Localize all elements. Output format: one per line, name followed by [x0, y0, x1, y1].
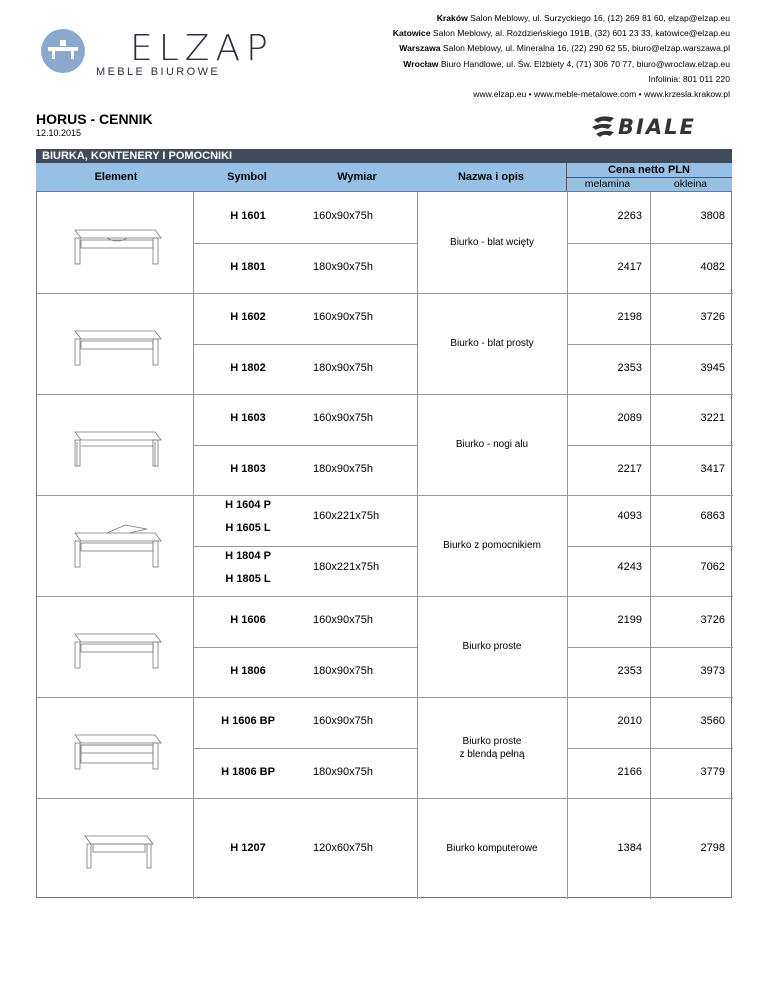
desk-drawing-icon	[67, 824, 167, 874]
address-text: Salon Meblowy, ul. Surzyckiego 16, (12) 269 81 60, elzap@elzap.eu	[467, 13, 730, 23]
symbol-cell: H 1802	[230, 361, 266, 374]
col-symbol: Symbol	[227, 171, 267, 183]
address-text: www.elzap.eu • www.meble-metalowe.com • www.krzesla.krakow.pl	[473, 89, 730, 100]
address-text: Infolinia: 801 011 220	[648, 73, 730, 84]
desk-drawing-icon	[67, 420, 167, 470]
row-divider	[193, 748, 417, 749]
price-okleina-cell: 3726	[700, 311, 725, 324]
symbol-cell: H 1801	[230, 260, 266, 273]
dimension-cell: 180x90x75h	[313, 765, 373, 778]
col-price: Cena netto PLN	[608, 164, 690, 176]
address-city: Katowice	[392, 28, 431, 39]
price-okleina-cell: 3560	[700, 715, 725, 728]
symbol-cell: H 1805 L	[225, 572, 271, 585]
product-description: Biurko - nogi alu	[455, 438, 529, 450]
price-okleina-cell: 6863	[700, 510, 725, 522]
group-divider	[37, 798, 733, 799]
col-okleina: okleina	[673, 178, 708, 190]
price-melamina-cell: 2417	[617, 260, 642, 273]
dimension-cell: 180x90x75h	[313, 260, 373, 273]
symbol-cell: H 1606	[230, 614, 266, 627]
address-line	[270, 57, 730, 72]
price-melamina-cell: 4093	[617, 510, 642, 522]
price-okleina-cell: 3945	[700, 361, 725, 374]
row-divider	[193, 445, 417, 446]
contact-address-block	[270, 11, 730, 102]
logo-word: ELZAP	[130, 28, 274, 69]
page-date: 12.10.2015	[36, 128, 82, 138]
symbol-cell: H 1602	[230, 311, 266, 324]
group-divider	[37, 293, 733, 294]
biale-wordmark: BIALE	[618, 115, 696, 138]
product-image	[67, 420, 167, 475]
product-description: Biurko - blat wcięty	[450, 236, 534, 248]
symbol-cell: H 1803	[230, 462, 266, 475]
symbol-cell: H 1804 P	[225, 549, 271, 562]
address-line	[270, 72, 730, 87]
desk-drawing-icon	[67, 723, 167, 773]
symbol-cell: H 1806	[230, 664, 266, 677]
group-divider	[37, 495, 733, 496]
price-melamina-cell: 2353	[617, 664, 642, 677]
price-okleina-cell: 3417	[700, 462, 725, 475]
price-okleina-cell: 3973	[700, 664, 725, 677]
dimension-cell: 180x90x75h	[313, 664, 373, 677]
dimension-cell: 160x90x75h	[313, 715, 373, 728]
product-image	[67, 622, 167, 677]
symbol-cell: H 1601	[230, 210, 266, 223]
price-okleina-cell: 3808	[700, 210, 725, 223]
dimension-cell: 180x90x75h	[313, 361, 373, 374]
price-melamina-cell: 2263	[617, 210, 642, 223]
product-description: Biurko z pomocnikiem	[443, 539, 541, 551]
address-city: Kraków	[436, 13, 468, 23]
col-dimension: Wymiar	[337, 171, 377, 183]
product-image	[67, 723, 167, 778]
row-divider	[193, 546, 417, 547]
price-okleina-cell: 4082	[700, 260, 725, 273]
price-melamina-cell: 2353	[617, 361, 642, 374]
product-description: Biurko proste	[462, 735, 522, 747]
dimension-cell: 180x90x75h	[313, 462, 373, 475]
price-melamina-cell: 2199	[617, 614, 642, 627]
symbol-cell: H 1603	[230, 412, 266, 425]
desk-drawing-icon	[67, 622, 167, 672]
price-okleina-cell: 3726	[700, 614, 725, 627]
address-line	[270, 11, 730, 26]
price-melamina-cell: 2010	[617, 715, 642, 728]
col-name: Nazwa i opis	[457, 171, 525, 183]
product-image	[67, 218, 167, 273]
address-text: Biuro Handlowe, ul. Św. Elżbiety 4, (71) 306 70 77, biuro@wroclaw.elzap.eu	[438, 58, 730, 69]
row-divider	[193, 344, 417, 345]
group-divider	[37, 697, 733, 698]
dimension-cell: 160x221x75h	[313, 510, 380, 522]
column-divider	[567, 192, 568, 899]
page-title: HORUS - CENNIK	[36, 111, 153, 127]
product-description-line2: z blendą pełną	[459, 748, 525, 760]
header-divider	[566, 177, 732, 178]
price-okleina-cell: 7062	[700, 560, 725, 573]
symbol-cell: H 1604 P	[225, 499, 271, 511]
address-text: Salon Meblowy, al. Rożdzieńskiego 191B, (32) 601 23 33, katowice@elzap.eu	[430, 28, 730, 39]
address-text: Salon Meblowy, ul. Mineralna 16, (22) 290 62 55, biuro@elzap.warszawa.pl	[440, 43, 730, 54]
price-okleina-cell: 2798	[700, 841, 725, 854]
dimension-cell: 160x90x75h	[313, 210, 373, 223]
product-image	[67, 319, 167, 374]
address-line	[270, 87, 730, 102]
row-divider	[193, 243, 417, 244]
product-description: Biurko proste	[462, 640, 522, 652]
price-melamina-cell: 4243	[617, 560, 642, 573]
product-description: Biurko komputerowe	[446, 842, 538, 854]
price-melamina-cell: 2217	[617, 462, 642, 475]
address-city: Warszawa	[399, 43, 441, 54]
symbol-cell: H 1806 BP	[221, 765, 275, 778]
desk-drawing-icon	[67, 319, 167, 369]
elzap-logo	[40, 28, 274, 86]
logo-subtitle: MEBLE BIUROWE	[96, 66, 221, 78]
dimension-cell: 160x90x75h	[313, 614, 373, 627]
symbol-cell: H 1606 BP	[221, 715, 275, 728]
price-melamina-cell: 2166	[617, 765, 642, 778]
biale-brand-logo	[592, 114, 732, 138]
column-divider	[193, 192, 194, 899]
row-divider	[193, 647, 417, 648]
desk-drawing-icon	[67, 218, 167, 268]
symbol-cell: H 1207	[230, 841, 266, 854]
col-melamina: melamina	[584, 178, 631, 190]
product-description: Biurko - blat prosty	[450, 337, 534, 349]
address-line	[270, 41, 730, 56]
dimension-cell: 180x221x75h	[313, 560, 380, 573]
price-table	[36, 191, 732, 898]
dimension-cell: 160x90x75h	[313, 412, 373, 425]
col-element: Element	[94, 171, 138, 183]
elzap-logo-mark-icon	[40, 28, 86, 74]
column-divider	[417, 192, 418, 899]
price-melamina-cell: 2089	[617, 412, 642, 425]
group-divider	[37, 596, 733, 597]
product-image	[67, 521, 167, 576]
address-line	[270, 26, 730, 41]
column-divider	[650, 192, 651, 899]
section-title: BIURKA, KONTENERY I POMOCNIKI	[36, 149, 732, 163]
price-melamina-cell: 2198	[617, 311, 642, 324]
price-okleina-cell: 3221	[700, 412, 725, 425]
group-divider	[37, 394, 733, 395]
desk-drawing-icon	[67, 521, 167, 571]
price-melamina-cell: 1384	[617, 841, 642, 854]
table-header	[36, 163, 732, 192]
product-image	[67, 824, 167, 879]
biale-swirl-icon	[592, 116, 614, 137]
dimension-cell: 120x60x75h	[313, 841, 373, 854]
symbol-cell: H 1605 L	[225, 522, 271, 534]
price-okleina-cell: 3779	[700, 765, 725, 778]
dimension-cell: 160x90x75h	[313, 311, 373, 324]
address-city: Wrocław	[403, 58, 439, 69]
